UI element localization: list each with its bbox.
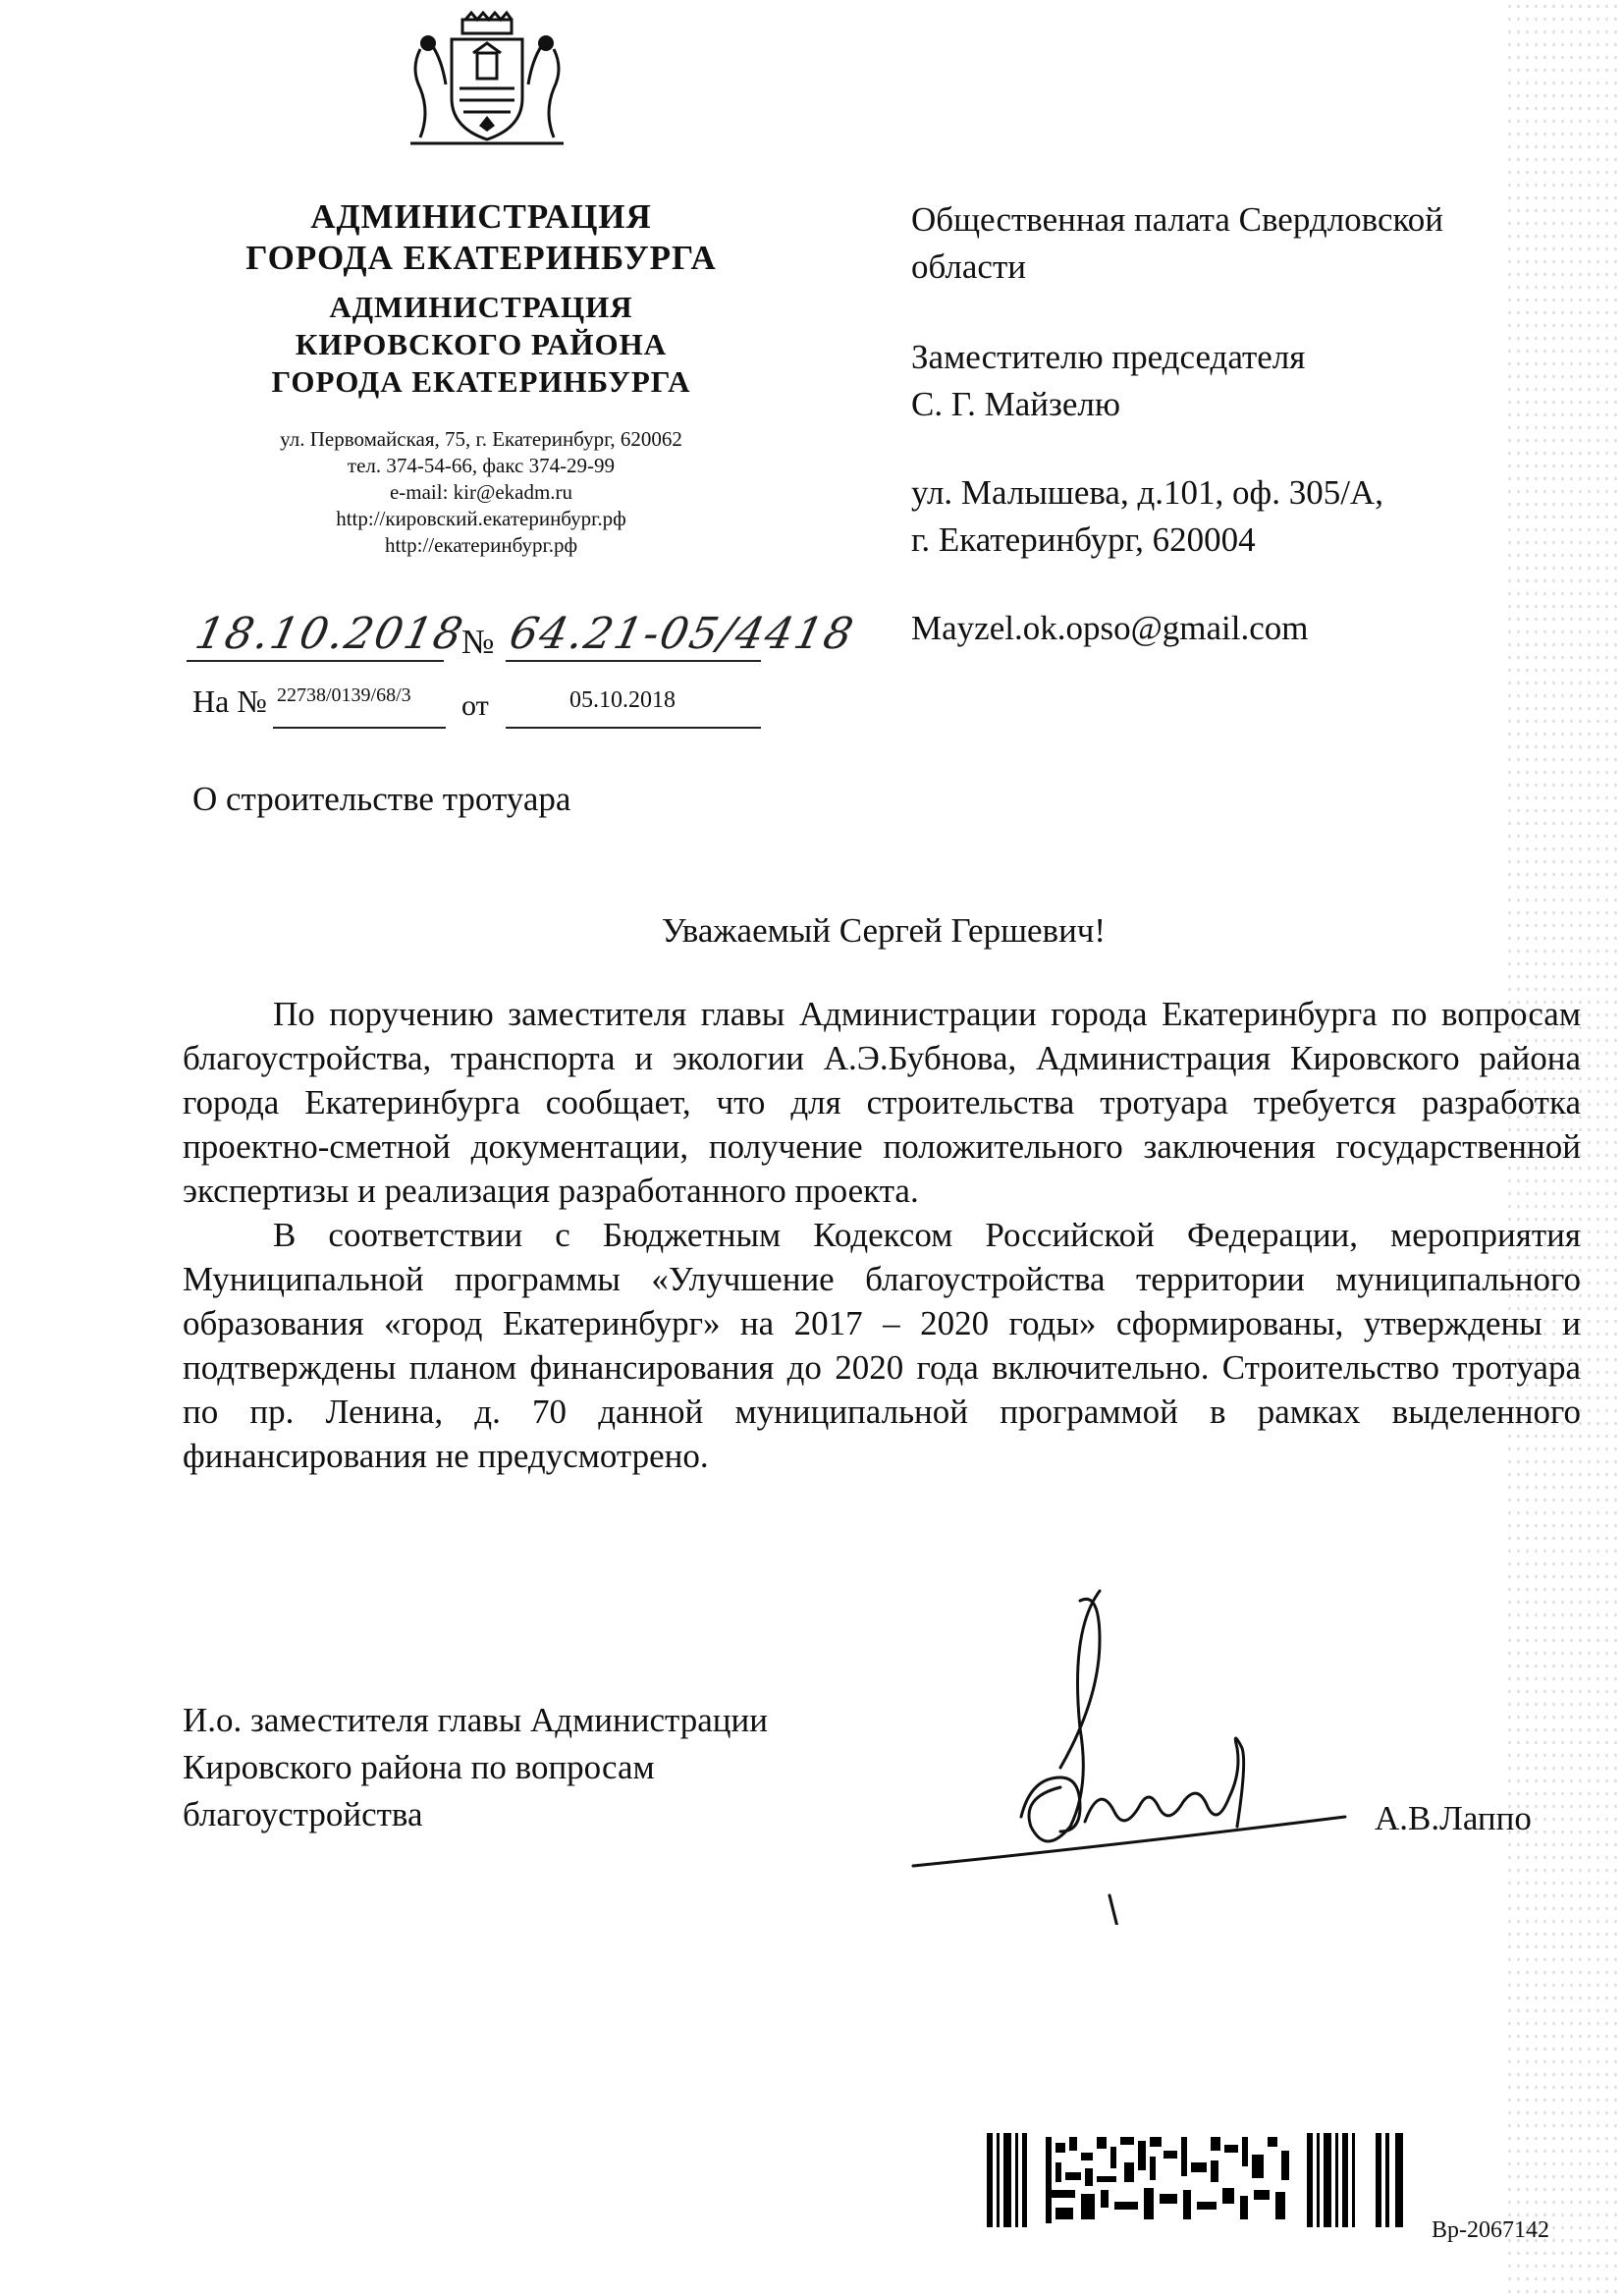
recipient-email: Mayzel.ok.opso@gmail.com [911,609,1309,647]
signatory-title-line3: благоустройства [183,1795,423,1833]
district-title-line1: АДМИНИСТРАЦИЯ [329,290,633,324]
district-title-line3: ГОРОДА ЕКАТЕРИНБУРГА [271,364,691,399]
reference-from-label: от [461,689,489,722]
letter-body [183,992,1581,1478]
recipient-block [911,196,1540,652]
letter-subject: О строительстве тротуара [192,780,571,818]
signatory-title-line2: Кировского района по вопросам [183,1748,655,1786]
outgoing-date: 18.10.2018 [190,609,469,659]
signatory-name: А.В.Лаппо [1375,1799,1532,1837]
recipient-org-line2: области [911,247,1026,286]
issuer-address: ул. Первомайская, 75, г. Екатеринбург, 620062 [280,427,682,451]
recipient-name: С. Г. Майзелю [911,385,1120,423]
reference-number: 22738/0139/68/3 [277,684,411,706]
admin-title-line1: АДМИНИСТРАЦИЯ [310,197,652,236]
reference-label: На № [192,683,267,719]
reference-date: 05.10.2018 [569,687,676,713]
document-code: Вр-2067142 [1432,2217,1549,2243]
issuer-phone: тел. 374-54-66, факс 374-29-99 [347,454,616,477]
recipient-role: Заместителю председателя [911,338,1306,376]
district-title-line2: КИРОВСКОГО РАЙОНА [295,327,668,361]
salutation: Уважаемый Сергей Гершевич! [661,911,1107,950]
recipient-address-line1: ул. Малышева, д.101, оф. 305/А, [911,473,1383,512]
issuer-site-1: http://кировский.екатеринбург.рф [336,507,626,530]
barcode [987,2133,1409,2227]
number-label: № [461,623,495,661]
body-paragraph-2: В соответствии с Бюджетным Кодексом Российской Федерации, мероприятия Муниципальной программы «Улучшение благоустройства территории муниципального образования «город Екатеринбург» на 2017 – 2020 годы» сформированы, утверждены и подтверждены планом финансирования до 2020 года включительно. Строительство тротуара по пр. Ленина, д. 70 данной муниципальной программой в рамках выделенного финансирования не предусмотрено. [183,1216,1581,1475]
coat-of-arms-emblem [401,10,573,157]
handwritten-signature [903,1571,1365,1925]
recipient-org-line1: Общественная палата Свердловской [911,200,1443,239]
admin-title-line2: ГОРОДА ЕКАТЕРИНБУРГА [245,239,717,277]
signatory-title-line1: И.о. заместителя главы Администрации [183,1701,768,1739]
issuer-site-2: http://екатеринбург.рф [384,533,578,557]
body-paragraph-1: По поручению заместителя главы Администрации города Екатеринбурга по вопросам благоустройства, транспорта и экологии А.Э.Бубнова, Администрация Кировского района города Екатеринбурга сообщает, что для строительства тротуара требуется разработка проектно-сметной документации, получение положительного заключения государственной экспертизы и реализация разработанного проекта. [183,995,1581,1210]
signatory-title [183,1697,768,1838]
issuer-header [147,196,815,559]
issuer-email: e-mail: kir@ekadm.ru [389,480,573,504]
outgoing-number: 64.21-05/4418 [505,609,860,659]
recipient-address-line2: г. Екатеринбург, 620004 [911,520,1256,559]
